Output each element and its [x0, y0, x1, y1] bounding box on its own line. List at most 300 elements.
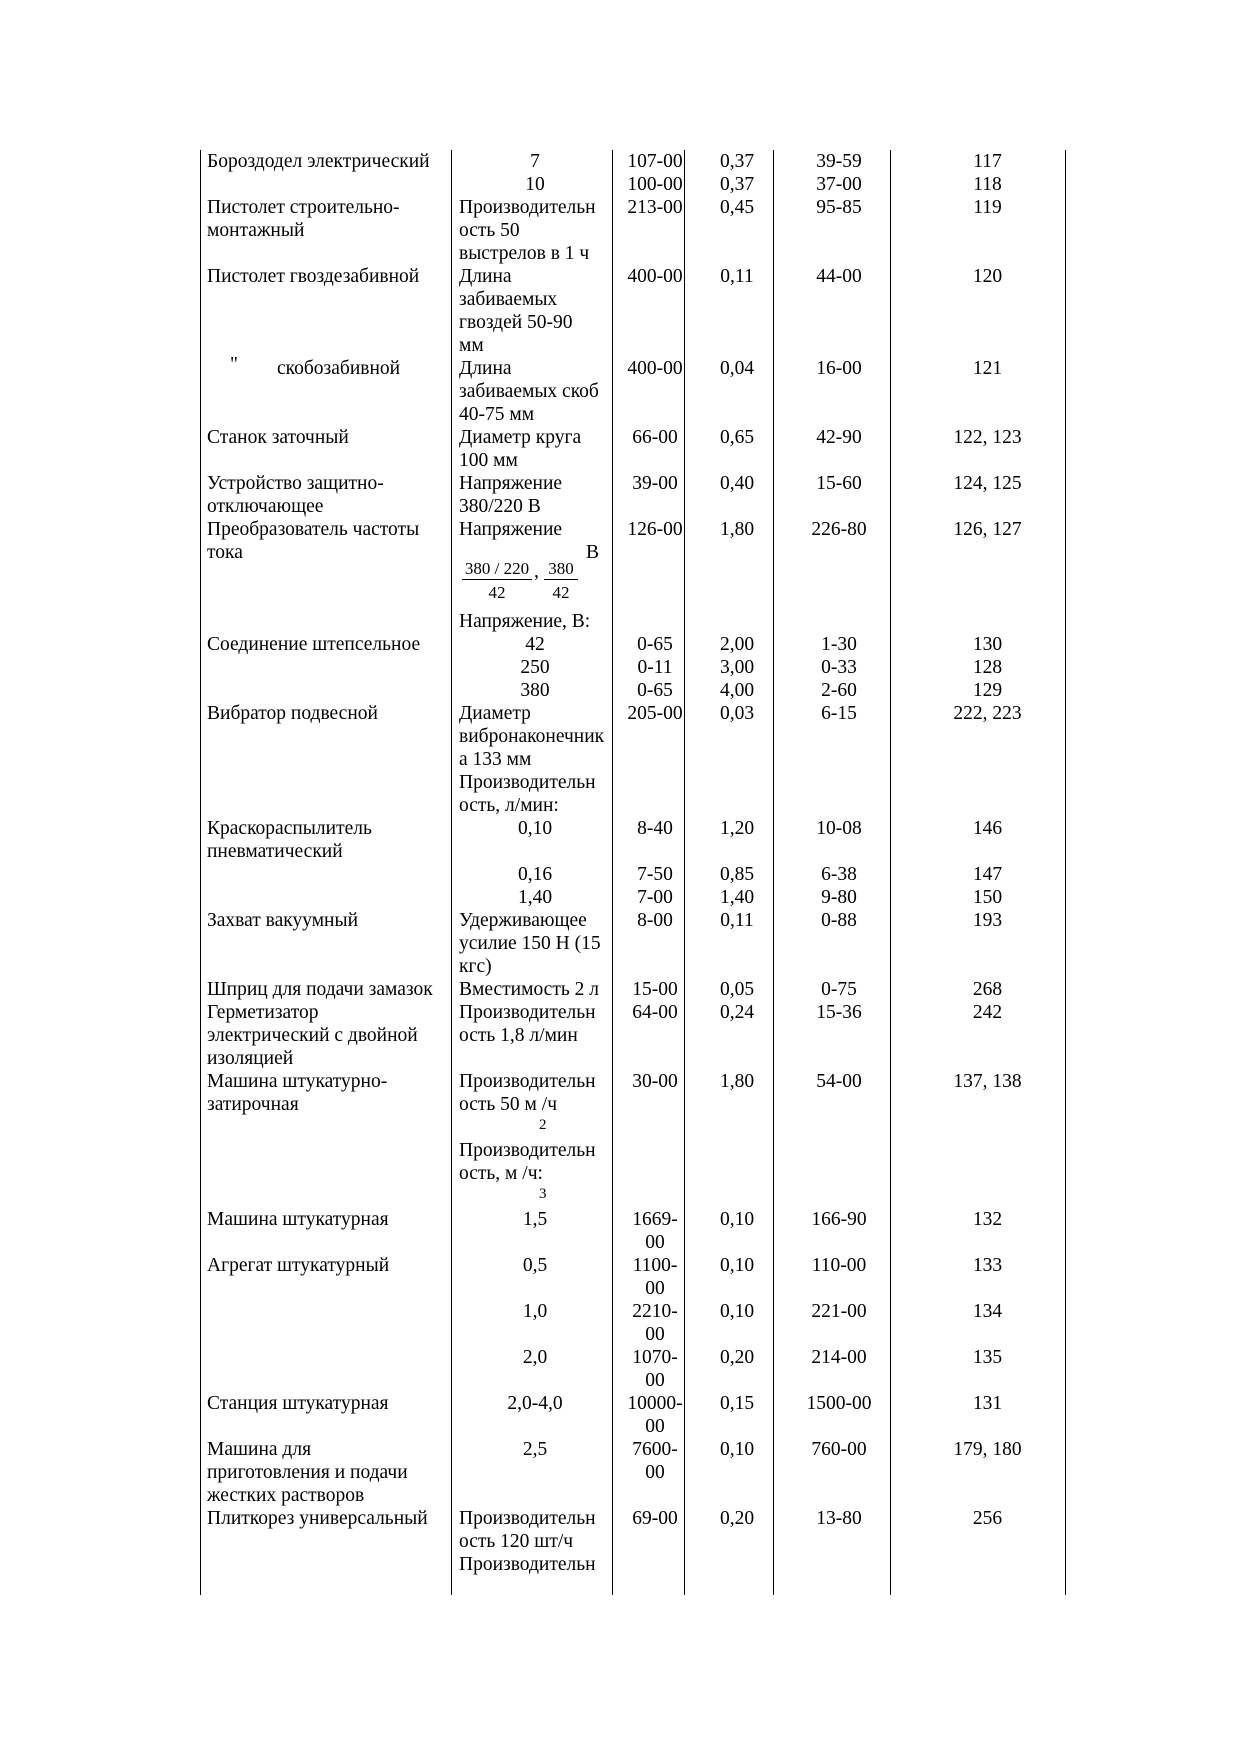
reference-cell: [900, 817, 1075, 840]
characteristic-cell-line: а 133 мм: [459, 749, 532, 770]
price-cell-line: 0-65: [637, 680, 673, 701]
power-cell-line: 0,04: [719, 358, 755, 379]
price-cell-line: 213-00: [627, 197, 683, 218]
price-cell: [614, 518, 696, 541]
fraction-1: [462, 559, 532, 603]
reference-cell-line: 135: [972, 1347, 1003, 1368]
price-cell-line: 00: [645, 1232, 665, 1253]
price-cell: [614, 909, 696, 932]
fraction-1-numerator: 380 / 220: [462, 559, 532, 580]
cost-cell: [780, 518, 898, 541]
cost-cell: [780, 1254, 898, 1277]
item-name-cell-line: Станок заточный: [207, 427, 349, 448]
power-cell-line: 1,80: [719, 1071, 755, 1092]
reference-cell-line: 121: [972, 358, 1003, 379]
characteristic-cell: [459, 1392, 611, 1415]
item-name-cell-line: Плиткорез универсальный: [207, 1508, 428, 1529]
cost-cell-line: 1-30: [821, 634, 857, 655]
cost-cell: [780, 978, 898, 1001]
power-cell: [696, 1254, 778, 1277]
power-cell-line: 1,40: [719, 887, 755, 908]
characteristic-cell-line: 1,40: [517, 887, 553, 908]
characteristic-cell: [459, 1438, 611, 1461]
item-name-cell: [207, 426, 452, 449]
characteristic-cell-line: Напряжение: [459, 519, 563, 540]
reference-cell-line: 222, 223: [953, 703, 1022, 724]
characteristic-cell-line: усилие 150 Н (15: [459, 933, 601, 954]
cost-cell-line: 6-38: [821, 864, 857, 885]
reference-cell: [900, 1300, 1075, 1323]
price-cell: [614, 173, 696, 196]
price-cell-line: 107-00: [627, 151, 683, 172]
cost-cell-line: 166-90: [811, 1209, 867, 1230]
power-cell: [696, 1392, 778, 1415]
reference-cell-line: 150: [972, 887, 1003, 908]
cost-cell-line: 95-85: [816, 197, 862, 218]
power-cell-line: 0,85: [719, 864, 755, 885]
price-cell: [614, 150, 696, 173]
reference-cell: [900, 1507, 1075, 1530]
price-cell-line: 00: [645, 1324, 665, 1345]
power-cell: [696, 1346, 778, 1369]
price-cell-line: 30-00: [632, 1071, 678, 1092]
price-cell: [614, 1001, 696, 1024]
reference-cell: [900, 518, 1075, 541]
cost-cell-line: 0-88: [821, 910, 857, 931]
superscript-exponent: 2: [539, 1117, 547, 1133]
item-name-cell: [207, 1208, 452, 1231]
characteristic-cell-line: выстрелов в 1 ч: [459, 243, 590, 264]
item-name-cell-line: тока: [207, 542, 243, 563]
price-cell: [614, 1507, 696, 1530]
cost-cell-line: 6-15: [821, 703, 857, 724]
characteristic-cell-line: 250: [520, 657, 550, 678]
power-cell-line: 0,10: [719, 1301, 755, 1322]
price-cell-line: 1100-: [632, 1255, 678, 1276]
reference-cell-line: 132: [972, 1209, 1003, 1230]
power-cell-line: 0,10: [719, 1255, 755, 1276]
power-cell: [696, 426, 778, 449]
reference-cell-line: 126, 127: [953, 519, 1022, 540]
characteristic-cell-line: 0,5: [522, 1255, 548, 1276]
power-cell: [696, 679, 778, 702]
cost-cell-line: 54-00: [816, 1071, 862, 1092]
characteristic-cell: [459, 1001, 609, 1047]
item-name-cell-line: Пистолет гвоздезабивной: [207, 266, 420, 287]
characteristic-cell: [459, 633, 611, 656]
cost-cell: [780, 1392, 898, 1415]
power-cell-line: 4,00: [719, 680, 755, 701]
characteristic-cell-line: Производительн: [459, 1140, 596, 1161]
power-cell: [696, 702, 778, 725]
reference-cell-line: 179, 180: [953, 1439, 1022, 1460]
characteristic-cell-line: Длина: [459, 358, 512, 379]
reference-cell-line: 268: [972, 979, 1003, 1000]
cost-cell: [780, 863, 898, 886]
item-name-cell-line: Шприц для подачи замазок: [207, 979, 433, 1000]
power-cell: [696, 909, 778, 932]
reference-cell-line: 193: [972, 910, 1003, 931]
price-cell-line: 205-00: [627, 703, 683, 724]
characteristic-cell-line: 42: [525, 634, 545, 655]
reference-cell: [900, 1070, 1075, 1093]
power-cell-line: 0,20: [719, 1508, 755, 1529]
price-cell-line: 400-00: [627, 358, 683, 379]
item-name-cell-line: пневматический: [207, 841, 343, 862]
characteristic-cell: [459, 1254, 611, 1277]
characteristic-cell-line: вибронаконечник: [459, 726, 605, 747]
price-cell-line: 15-00: [632, 979, 678, 1000]
power-cell: [696, 472, 778, 495]
price-cell: [614, 679, 696, 702]
characteristic-cell-line: ость 50 м /ч: [459, 1094, 557, 1115]
power-cell-line: 0,11: [720, 266, 754, 287]
cost-cell-line: 110-00: [811, 1255, 867, 1276]
characteristic-cell: [459, 1070, 609, 1133]
power-cell-line: 0,24: [719, 1002, 755, 1023]
characteristic-cell: [459, 702, 609, 817]
characteristic-cell-line: кгс): [459, 956, 492, 977]
fraction-2-denominator: 42: [552, 583, 570, 602]
price-cell-line: 8-40: [637, 818, 673, 839]
cost-cell-line: 0-75: [821, 979, 857, 1000]
reference-cell-line: 242: [972, 1002, 1003, 1023]
item-name-cell-line: приготовления и подачи: [207, 1462, 408, 1483]
cost-cell-line: 1500-00: [806, 1393, 872, 1414]
characteristic-cell-line: 380/220 В: [459, 496, 541, 517]
reference-cell: [900, 426, 1075, 449]
characteristic-cell: [459, 472, 609, 518]
cost-cell: [780, 196, 898, 219]
characteristic-cell-line: 10: [525, 174, 545, 195]
cost-cell-line: 13-80: [816, 1508, 862, 1529]
reference-cell: [900, 472, 1075, 495]
item-name-cell: [207, 1070, 452, 1116]
price-cell: [614, 1438, 696, 1484]
power-cell-line: 0,65: [719, 427, 755, 448]
item-name-cell: [207, 702, 452, 725]
item-name-cell-line: Машина штукатурная: [207, 1209, 389, 1230]
characteristic-cell-line: 2,5: [522, 1439, 548, 1460]
item-name-cell-line: Станция штукатурная: [207, 1393, 389, 1414]
item-name-cell: [207, 978, 452, 1001]
reference-cell-line: 119: [973, 197, 1002, 218]
reference-cell-line: 122, 123: [953, 427, 1022, 448]
table-border-left: [200, 150, 201, 1595]
cost-cell-line: 42-90: [816, 427, 862, 448]
characteristic-cell: [459, 196, 609, 265]
voltage-fraction: [462, 559, 612, 605]
fraction-2: [544, 559, 578, 603]
characteristic-cell: [459, 173, 611, 196]
characteristic-cell-line: Производительн: [459, 772, 596, 793]
reference-cell: [900, 1438, 1075, 1461]
table-border-col3: [612, 150, 613, 1595]
price-cell-line: 126-00: [627, 519, 683, 540]
characteristic-cell-line: Производительн: [459, 1002, 596, 1023]
reference-cell: [900, 702, 1075, 725]
characteristic-cell-line: 2,0-4,0: [507, 1393, 563, 1414]
item-name-cell: [207, 633, 452, 656]
characteristic-cell-line: 0,10: [517, 818, 553, 839]
item-name-cell-line: монтажный: [207, 220, 305, 241]
power-cell-line: 0,45: [719, 197, 755, 218]
cost-cell-line: 10-08: [816, 818, 862, 839]
price-cell: [614, 265, 696, 288]
reference-cell: [900, 150, 1075, 173]
power-cell-line: 0,05: [719, 979, 755, 1000]
price-cell-line: 7600-: [632, 1439, 678, 1460]
power-cell-line: 0,03: [719, 703, 755, 724]
cost-cell-line: 9-80: [821, 887, 857, 908]
cost-cell: [780, 1208, 898, 1231]
price-cell: [614, 817, 696, 840]
reference-cell-line: 120: [972, 266, 1003, 287]
power-cell-line: 2,00: [719, 634, 755, 655]
reference-cell: [900, 909, 1075, 932]
reference-cell-line: 131: [972, 1393, 1003, 1414]
price-cell-line: 00: [645, 1462, 665, 1483]
cost-cell: [780, 1438, 898, 1461]
price-cell: [614, 978, 696, 1001]
characteristic-cell: [459, 817, 611, 840]
item-name-cell-line: Агрегат штукатурный: [207, 1255, 390, 1276]
power-cell-line: 0,15: [719, 1393, 755, 1414]
characteristic-cell-line: 2,0: [522, 1347, 548, 1368]
ditto-mark: ": [230, 354, 238, 375]
characteristic-cell: [459, 909, 609, 978]
cost-cell: [780, 702, 898, 725]
price-cell: [614, 1208, 696, 1254]
item-name-cell-line: Машина для: [207, 1439, 312, 1460]
superscript-exponent: 3: [539, 1186, 547, 1202]
reference-cell-line: 137, 138: [953, 1071, 1022, 1092]
power-cell: [696, 265, 778, 288]
characteristic-cell-line: 380: [520, 680, 550, 701]
power-cell-line: 1,80: [719, 519, 755, 540]
characteristic-cell: [459, 265, 609, 357]
cost-cell-line: 16-00: [816, 358, 862, 379]
item-name-cell: [207, 196, 452, 242]
fraction-2-numerator: 380: [544, 559, 578, 580]
item-name-cell-line: жестких растворов: [207, 1485, 365, 1506]
reference-cell: [900, 633, 1075, 656]
characteristic-cell-line: 1,5: [522, 1209, 548, 1230]
cost-cell: [780, 1346, 898, 1369]
power-cell: [696, 633, 778, 656]
characteristic-cell-line: Длина: [459, 266, 512, 287]
cost-cell: [780, 1300, 898, 1323]
reference-cell: [900, 863, 1075, 886]
price-cell: [614, 702, 696, 725]
cost-cell-line: 226-80: [811, 519, 867, 540]
reference-cell: [900, 1346, 1075, 1369]
characteristic-cell-line: ость, м /ч:: [459, 1163, 543, 1184]
cost-cell-line: 214-00: [811, 1347, 867, 1368]
item-name-cell: [207, 1392, 452, 1415]
price-cell: [614, 863, 696, 886]
item-name-cell: [207, 817, 452, 863]
power-cell-line: 0,10: [719, 1439, 755, 1460]
price-cell: [614, 196, 696, 219]
cost-cell: [780, 426, 898, 449]
item-name-cell: [207, 1438, 452, 1507]
power-cell: [696, 863, 778, 886]
item-name-cell-line: затирочная: [207, 1094, 299, 1115]
characteristic-cell: [459, 518, 609, 564]
price-cell-line: 0-11: [637, 657, 673, 678]
reference-cell-line: 147: [972, 864, 1003, 885]
price-cell: [614, 886, 696, 909]
price-cell-line: 7-00: [637, 887, 673, 908]
power-cell: [696, 173, 778, 196]
power-cell: [696, 1507, 778, 1530]
price-cell-line: 64-00: [632, 1002, 678, 1023]
price-cell-line: 7-50: [637, 864, 673, 885]
reference-cell: [900, 1392, 1075, 1415]
fraction-1-denominator: 42: [488, 583, 506, 602]
reference-cell: [900, 173, 1075, 196]
item-name-cell-line: Преобразователь частоты: [207, 519, 420, 540]
characteristic-cell: [459, 426, 609, 472]
price-cell: [614, 357, 696, 380]
item-name-cell: [207, 265, 452, 288]
item-name-cell-line: Краскораспылитель: [207, 818, 372, 839]
characteristic-cell-line: Напряжение: [459, 473, 563, 494]
reference-cell-line: 130: [972, 634, 1003, 655]
power-cell: [696, 196, 778, 219]
item-name-cell: [207, 909, 452, 932]
power-cell: [696, 1208, 778, 1231]
characteristic-cell: [459, 1507, 609, 1576]
characteristic-cell: [459, 1139, 609, 1202]
cost-cell: [780, 1001, 898, 1024]
power-cell: [696, 357, 778, 380]
characteristic-cell: [459, 863, 611, 886]
power-cell-line: 0,20: [719, 1347, 755, 1368]
item-name-cell-line: Машина штукатурно-: [207, 1071, 388, 1092]
characteristic-cell-line: Диаметр: [459, 703, 531, 724]
characteristic-cell-line: Удерживающее: [459, 910, 587, 931]
fraction-separator: ,: [534, 561, 539, 582]
characteristic-cell-line: Напряжение, В:: [459, 611, 591, 632]
power-cell-line: 0,37: [719, 174, 755, 195]
reference-cell-line: 124, 125: [953, 473, 1022, 494]
characteristic-cell-line: 40-75 мм: [459, 404, 535, 425]
item-name-cell: [207, 518, 452, 564]
power-cell-line: 0,40: [719, 473, 755, 494]
characteristic-cell-line: Производительн: [459, 1554, 596, 1575]
reference-cell: [900, 265, 1075, 288]
cost-cell: [780, 472, 898, 495]
characteristic-cell-line: Производительн: [459, 197, 596, 218]
characteristic-cell-line: ость 120 шт/ч: [459, 1531, 574, 1552]
characteristic-cell-line: 7: [530, 151, 540, 172]
item-name-cell: [207, 1254, 452, 1277]
cost-cell-line: 15-60: [816, 473, 862, 494]
item-name-cell-line: Герметизатор: [207, 1002, 319, 1023]
reference-cell-line: 133: [972, 1255, 1003, 1276]
characteristic-cell-line: ость 1,8 л/мин: [459, 1025, 578, 1046]
price-cell-line: 00: [645, 1370, 665, 1391]
characteristic-cell-line: Вместимость 2 л: [459, 979, 599, 1000]
reference-cell: [900, 978, 1075, 1001]
cost-cell-line: 2-60: [821, 680, 857, 701]
reference-cell: [900, 357, 1075, 380]
reference-cell: [900, 1254, 1075, 1277]
characteristic-cell: [459, 1346, 611, 1369]
item-name-cell-line: электрический с двойной: [207, 1025, 418, 1046]
price-cell-line: 00: [645, 1278, 665, 1299]
power-cell: [696, 656, 778, 679]
price-cell-line: 69-00: [632, 1508, 678, 1529]
power-cell: [696, 1300, 778, 1323]
cost-cell: [780, 1070, 898, 1093]
characteristic-cell: [459, 978, 609, 1001]
power-cell: [696, 978, 778, 1001]
price-cell-line: 400-00: [627, 266, 683, 287]
cost-cell-line: 15-36: [816, 1002, 862, 1023]
cost-cell-line: 760-00: [811, 1439, 867, 1460]
item-name-cell-line: Устройство защитно-: [207, 473, 384, 494]
characteristic-cell-line: ость 50: [459, 220, 520, 241]
power-cell-line: 1,20: [719, 818, 755, 839]
reference-cell: [900, 1208, 1075, 1231]
cost-cell-line: 37-00: [816, 174, 862, 195]
item-name-cell-line: Бороздодел электрический: [207, 151, 430, 172]
reference-cell-line: 134: [972, 1301, 1003, 1322]
reference-cell-line: 129: [972, 680, 1003, 701]
item-name-cell: [207, 472, 452, 518]
characteristic-cell-line: Диаметр круга: [459, 427, 582, 448]
characteristic-cell-line: 0,16: [517, 864, 553, 885]
power-cell: [696, 886, 778, 909]
cost-cell: [780, 1507, 898, 1530]
power-cell: [696, 518, 778, 541]
characteristic-cell-line: Производительн: [459, 1508, 596, 1529]
cost-cell: [780, 886, 898, 909]
price-cell-line: 100-00: [627, 174, 683, 195]
characteristic-cell-line: ость, л/мин:: [459, 795, 559, 816]
cost-cell: [780, 909, 898, 932]
price-cell-line: 2210-: [632, 1301, 678, 1322]
cost-cell: [780, 265, 898, 288]
characteristic-cell-line: 100 мм: [459, 450, 518, 471]
characteristic-cell-line: Производительн: [459, 1071, 596, 1092]
reference-cell: [900, 196, 1075, 219]
price-cell: [614, 1346, 696, 1392]
characteristic-cell: [459, 357, 609, 426]
cost-cell: [780, 656, 898, 679]
item-name-cell-line: Вибратор подвесной: [207, 703, 378, 724]
cost-cell: [780, 150, 898, 173]
cost-cell: [780, 357, 898, 380]
characteristic-cell: [459, 150, 611, 173]
power-cell-line: 3,00: [719, 657, 755, 678]
item-name-cell-line: скобозабивной: [277, 358, 401, 379]
price-cell-line: 8-00: [637, 910, 673, 931]
item-name-cell-line: Соединение штепсельное: [207, 634, 421, 655]
item-name-cell: [207, 1001, 452, 1070]
price-cell: [614, 656, 696, 679]
item-name-cell-line: изоляцией: [207, 1048, 294, 1069]
item-name-cell-line: отключающее: [207, 496, 324, 517]
price-cell: [614, 633, 696, 656]
reference-cell: [900, 679, 1075, 702]
price-cell: [614, 1392, 696, 1438]
cost-cell-line: 44-00: [816, 266, 862, 287]
power-cell: [696, 1438, 778, 1461]
